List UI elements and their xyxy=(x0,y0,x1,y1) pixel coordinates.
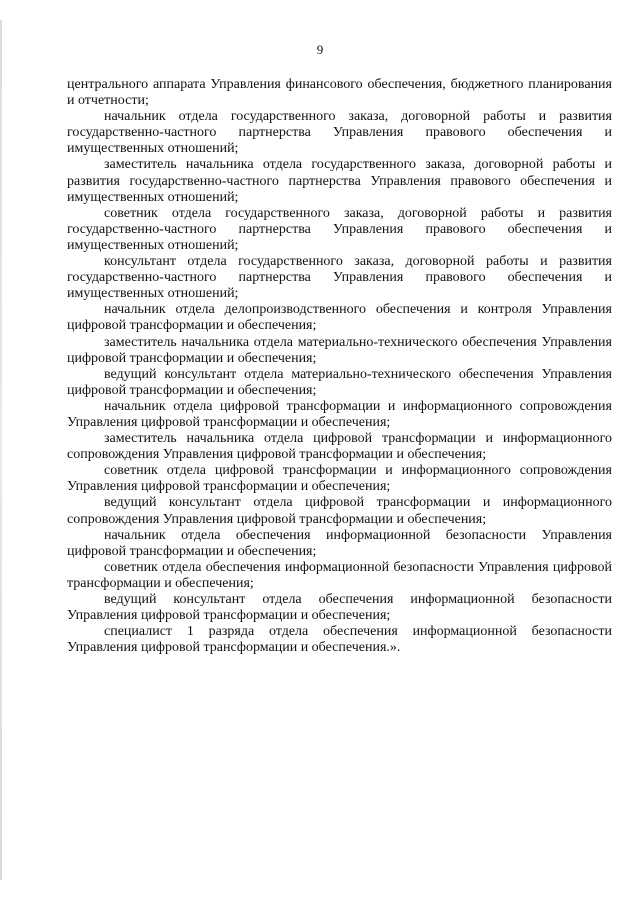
paragraph-item: советник отдела государственного заказа, договорной работы и развития государственно-частного партнерства Управления правового обеспечения и имущественных отношений; xyxy=(67,205,612,253)
paragraph-item: заместитель начальника отдела государственного заказа, договорной работы и развития государственно-частного партнерства Управления правового обеспечения и имущественных отношений; xyxy=(67,157,612,205)
paragraph-item: советник отдела цифровой трансформации и информационного сопровождения Управления цифровой трансформации и обеспечения; xyxy=(67,463,612,495)
paragraph-item: ведущий консультант отдела цифровой трансформации и информационного сопровождения Управления цифровой трансформации и обеспечения; xyxy=(67,495,612,527)
paragraph-item: заместитель начальника отдела цифровой трансформации и информационного сопровождения Управления цифровой трансформации и обеспечения; xyxy=(67,431,612,463)
paragraph-item: советник отдела обеспечения информационной безопасности Управления цифровой трансформации и обеспечения; xyxy=(67,559,612,591)
paragraph-item-final: специалист 1 разряда отдела обеспечения информационной безопасности Управления цифровой трансформации и обеспечения.». xyxy=(67,624,612,656)
paragraph-item: начальник отдела цифровой трансформации и информационного сопровождения Управления цифровой трансформации и обеспечения; xyxy=(67,398,612,430)
scan-edge-line xyxy=(0,20,2,880)
document-body xyxy=(67,77,612,656)
paragraph-item: заместитель начальника отдела материально-технического обеспечения Управления цифровой трансформации и обеспечения; xyxy=(67,334,612,366)
paragraph-item: ведущий консультант отдела обеспечения информационной безопасности Управления цифровой трансформации и обеспечения; xyxy=(67,592,612,624)
paragraph-item: ведущий консультант отдела материально-технического обеспечения Управления цифровой трансформации и обеспечения; xyxy=(67,366,612,398)
paragraph-item: начальник отдела государственного заказа, договорной работы и развития государственно-частного партнерства Управления правового обеспечения и имущественных отношений; xyxy=(67,109,612,157)
paragraph-item: начальник отдела обеспечения информационной безопасности Управления цифровой трансформации и обеспечения; xyxy=(67,527,612,559)
paragraph-item: консультант отдела государственного заказа, договорной работы и развития государственно-частного партнерства Управления правового обеспечения и имущественных отношений; xyxy=(67,254,612,302)
paragraph-item: начальник отдела делопроизводственного обеспечения и контроля Управления цифровой трансформации и обеспечения; xyxy=(67,302,612,334)
paragraph-continuation: центрального аппарата Управления финансового обеспечения, бюджетного планирования и отчетности; xyxy=(67,77,612,109)
page-number: 9 xyxy=(316,42,324,57)
